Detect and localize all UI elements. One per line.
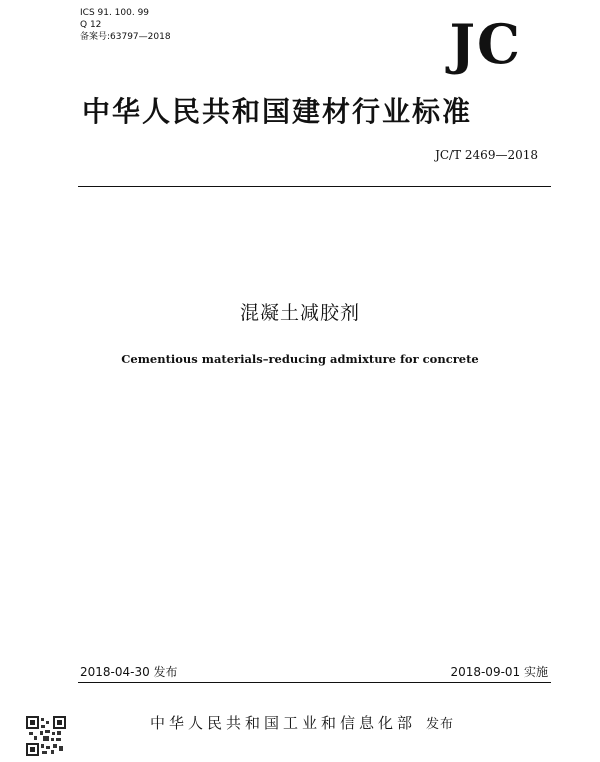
top-divider	[78, 186, 551, 187]
publish-date: 2018-04-30 发布	[80, 665, 178, 679]
implement-date: 2018-09-01 实施	[450, 665, 548, 679]
issuer-name: 中华人民共和国工业和信息化部	[150, 714, 417, 732]
document-title-chinese: 混凝土减胶剂	[239, 302, 360, 324]
record-number: 备案号:63797—2018	[80, 32, 171, 42]
document-title-english: Cementious materials–reducing admixture for concrete	[121, 352, 479, 366]
organization-title: 中华人民共和国建材行业标准	[82, 95, 473, 128]
bottom-divider	[78, 682, 551, 683]
ics-code: ICS 91. 100. 99	[80, 8, 150, 18]
issuing-authority	[150, 712, 454, 733]
jc-logo: JC	[449, 12, 522, 76]
category-code: Q 12	[80, 20, 102, 30]
standard-number: JC/T 2469—2018	[435, 148, 538, 162]
qr-code-icon	[26, 716, 66, 756]
issuer-suffix: 发布	[426, 717, 455, 732]
